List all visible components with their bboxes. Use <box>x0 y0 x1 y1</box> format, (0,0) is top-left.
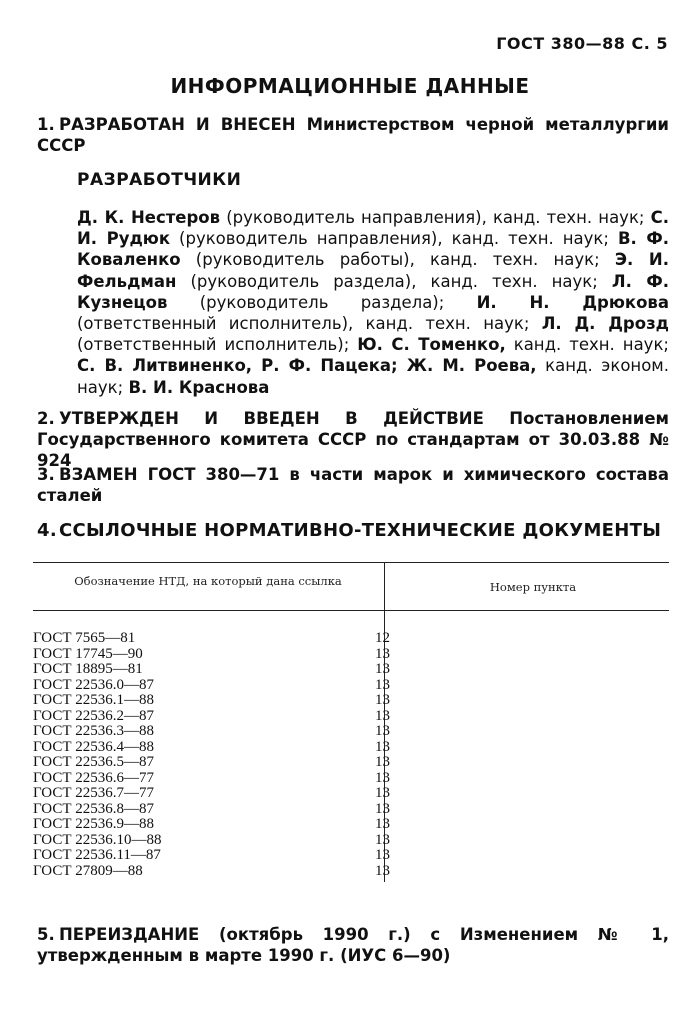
table-cell-clause: 13 <box>375 847 390 863</box>
section-1-number: 1. <box>37 115 55 134</box>
developer-role: (руководитель раздела); <box>167 292 477 312</box>
table-row <box>33 848 669 864</box>
table-cell-doc: ГОСТ 7565—81 <box>33 630 136 646</box>
section-5-number: 5. <box>37 925 55 944</box>
table-cell-doc: ГОСТ 22536.5—87 <box>33 754 154 770</box>
table-row <box>33 802 669 818</box>
table-cell-doc: ГОСТ 22536.2—87 <box>33 707 154 724</box>
table-cell-doc: ГОСТ 22536.11—87 <box>33 847 161 863</box>
table-cell-doc: ГОСТ 22536.3—88 <box>33 723 154 739</box>
table-row <box>33 724 669 740</box>
developer-role: (руководитель работы), канд. техн. наук; <box>180 250 615 270</box>
page-title: ИНФОРМАЦИОННЫЕ ДАННЫЕ <box>170 74 530 98</box>
developer-name: Э. И. Фельдман <box>77 250 669 291</box>
table-row <box>33 709 669 725</box>
section-2-number: 2. <box>37 409 55 428</box>
developer-role: (ответственный исполнитель), канд. техн. наук; <box>77 314 542 334</box>
table-cell-doc: ГОСТ 22536.7—77 <box>33 785 154 801</box>
developer-name: Д. К. Нестеров <box>77 208 221 227</box>
developer-name: В. Ф. Коваленко <box>77 229 669 270</box>
section-4-number: 4. <box>37 520 57 541</box>
developer-role: (руководитель раздела), канд. техн. наук; <box>176 271 612 291</box>
developer-role: канд. техн. наук; <box>505 335 669 355</box>
developer-role: (руководитель направления), канд. техн. наук; <box>170 229 618 249</box>
developer-name: С. И. Рудюк <box>77 208 669 249</box>
table-row <box>33 755 669 771</box>
table-cell-clause: 13 <box>375 831 390 848</box>
developer-name: Л. Ф. Кузнецов <box>77 271 669 312</box>
table-cell-doc: ГОСТ 22536.6—77 <box>33 769 154 786</box>
section-4-text: ССЫЛОЧНЫЕ НОРМАТИВНО-ТЕХНИЧЕСКИЕ ДОКУМЕНТЫ <box>59 520 662 541</box>
developer-name: Ю. С. Томенко, <box>357 335 506 355</box>
table-row <box>33 631 669 647</box>
table-cell-doc: ГОСТ 22536.9—88 <box>33 816 154 832</box>
table-body <box>33 631 669 879</box>
table-cell-doc: ГОСТ 22536.1—88 <box>33 692 154 708</box>
developer-role: (ответственный исполнитель); <box>77 335 358 355</box>
table-cell-clause: 13 <box>375 816 390 832</box>
table-row <box>33 740 669 756</box>
table-cell-doc: ГОСТ 22536.0—87 <box>33 676 154 693</box>
table-cell-clause: 13 <box>375 754 390 770</box>
table-row <box>33 662 669 678</box>
section-1-rest: Министерством черной металлургии СССР <box>37 115 669 155</box>
table-cell-clause: 13 <box>375 800 390 817</box>
table-row <box>33 693 669 709</box>
section-2 <box>37 408 669 471</box>
table-cell-clause: 13 <box>375 707 390 724</box>
table-cell-doc: ГОСТ 22536.4—88 <box>33 738 154 755</box>
table-header-col2: Номер пункта <box>489 580 577 594</box>
table-row <box>33 647 669 663</box>
table-row <box>33 678 669 694</box>
section-3-number: 3. <box>37 465 55 484</box>
table-top-rule <box>33 562 669 563</box>
table-cell-clause: 13 <box>375 723 390 739</box>
table-cell-clause: 13 <box>375 676 390 693</box>
table-row <box>33 817 669 833</box>
section-1-bold: РАЗРАБОТАН И ВНЕСЕН <box>59 115 296 134</box>
section-1 <box>37 114 669 156</box>
table-cell-clause: 13 <box>375 738 390 755</box>
table-cell-clause: 13 <box>375 661 390 677</box>
table-cell-doc: ГОСТ 17745—90 <box>33 645 143 662</box>
developer-role: канд. эконом. наук; <box>77 356 669 397</box>
table-cell-doc: ГОСТ 27809—88 <box>33 862 143 879</box>
table-cell-doc: ГОСТ 18895—81 <box>33 661 143 677</box>
table-header-rule <box>33 610 669 611</box>
table-cell-clause: 13 <box>375 692 390 708</box>
table-header-col1: Обозначение НТД, на который дана ссылка <box>74 574 342 588</box>
table-cell-clause: 13 <box>375 769 390 786</box>
section-3-text: ВЗАМЕН ГОСТ 380—71 в части марок и химического состава сталей <box>37 465 669 505</box>
table-cell-doc: ГОСТ 22536.8—87 <box>33 800 154 817</box>
table-row <box>33 833 669 849</box>
table-row <box>33 771 669 787</box>
developer-role: (руководитель направления), канд. техн. наук; <box>220 208 651 227</box>
section-2-text: УТВЕРЖДЕН И ВВЕДЕН В ДЕЙСТВИЕ Постановлением Государственного комитета СССР по стандартам от 30.03.88 № 924 <box>37 409 669 470</box>
table-row <box>33 786 669 802</box>
section-5-text: ПЕРЕИЗДАНИЕ (октябрь 1990 г.) с Изменением № 1, утвержденным в марте 1990 г. (ИУС 6—90) <box>37 925 669 965</box>
section-4 <box>37 520 677 541</box>
developer-name: С. В. Литвиненко, Р. Ф. Пацека; Ж. М. Роева, <box>77 356 537 376</box>
developer-name: В. И. Краснова <box>128 377 270 397</box>
table-cell-clause: 12 <box>375 630 390 646</box>
developer-name: Л. Д. Дрозд <box>541 314 669 334</box>
table-cell-clause: 13 <box>375 785 390 801</box>
page-header: ГОСТ 380—88 С. 5 <box>496 34 668 53</box>
developers-heading: РАЗРАБОТЧИКИ <box>77 170 242 190</box>
developers-list <box>77 207 669 398</box>
table-cell-clause: 13 <box>375 645 390 662</box>
table-row <box>33 864 669 880</box>
table-cell-doc: ГОСТ 22536.10—88 <box>33 831 162 848</box>
section-3 <box>37 464 669 506</box>
section-5 <box>37 924 669 966</box>
developer-name: И. Н. Дрюкова <box>476 292 669 312</box>
table-cell-clause: 13 <box>375 862 390 879</box>
